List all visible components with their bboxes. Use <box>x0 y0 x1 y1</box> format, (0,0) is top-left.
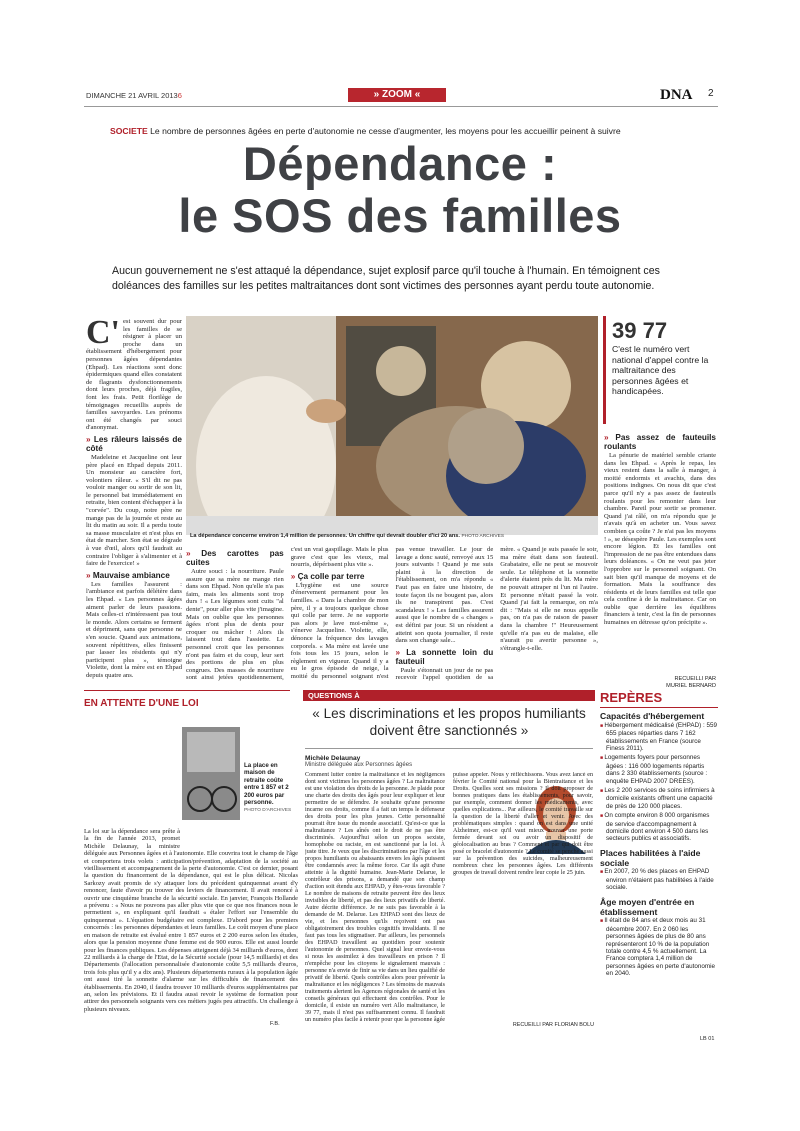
loi-heading: EN ATTENTE D'UNE LOI <box>84 690 290 711</box>
reperes-heading: REPÈRES <box>600 690 718 708</box>
article-col-right <box>604 430 716 675</box>
loi-signature: F.B. <box>270 1021 280 1027</box>
headline-line2: le SOS des familles <box>178 189 622 242</box>
interview-role: Ministre déléguée aux Personnes âgées <box>305 762 413 768</box>
rubric-label: SOCIETE <box>110 126 148 136</box>
interview-rule <box>305 748 593 749</box>
interview-credit: RECUEILLI PAR FLORIAN BOLU <box>512 1022 594 1028</box>
reperes-item-places: Places habilitées à l'aide sociale ■ En 2007, 20 % des places en EHPAD environ n'étaient pas habilitées à l'aide sociale. <box>600 849 718 892</box>
subhead-fauteuils: » Pas assez de fauteuils roulants <box>604 433 716 451</box>
interview-title: « Les discriminations et les propos humiliants doivent être sanctionnés » <box>312 706 586 738</box>
main-photo <box>186 316 598 535</box>
reperes-box <box>600 690 718 1035</box>
para-sonnette: Paule s'étonnait un jour de ne pas recevoir l'appel quotidien de sa mère. « Quand je suis passée le soir, ma mère était dans son fauteuil. Grabataire, elle ne peut se mouvoir seule. Le téléphone et la sonnette d'alerte étaient près du lit. Ma mère ne pouvait attraper ni l'un ni l'autre. Et personne n'était passé la voir. Quand j'ai fait la remarque, on m'a dit : "Mais si elle ne nous appelle pas, on n'a pas de raison de passer dans la chambre !" Heureusement qu'elle n'a pas eu de malaise, elle n'aurait pu avertir personne », s'étrangle-t-elle. <box>395 546 598 682</box>
headline-line1: Dépendance : <box>242 137 558 190</box>
zoom-badge: » ZOOM « <box>348 88 446 102</box>
subhead-ambiance: » Mauvaise ambiance <box>86 570 170 580</box>
article-cols-bottom <box>186 546 598 686</box>
hotline-number: 39 77 <box>612 318 668 343</box>
kicker-text: Le nombre de personnes âgées en perte d'autonomie ne cesse d'augmenter, les moyens pour les accueillir peinent à suivre <box>150 126 621 136</box>
header-rule <box>84 106 718 107</box>
lead-paragraph: Aucun gouvernement ne s'est attaqué la dépendance, sujet explosif parce qu'il touche à l'humain. En témoignent ces doléances des familles sur les petites maltraitances dont sont victimes des personnes ayant perdu toute autonomie. <box>112 265 660 292</box>
page-number: 2 <box>708 88 714 99</box>
subhead-colle: » Ça colle par terre <box>290 571 365 581</box>
para-fauteuils: La pénurie de matériel semble criante dans les Ehpad. « Après le repas, les vieux restent dans la salle à manger, à moitié endormis et avachis, dans des positions indignes. On nous dit que c'est parce qu'il n'y a pas assez de fauteuils roulants pour les remonter dans leur chambre. Pareil pour sortir se promener. Quand j'ai râlé, on m'a répondu que je n'avais qu'à en acheter un. Vous savez combien ça coûte ? Je n'ai pas les moyens ! », se désespère Paule. Les exemples sont encore légion. Et les familles ont l'impression de ne pas être entendues dans leurs doléances. « On ne veut pas jeter l'opprobre sur le personnel soignant. On sait bien qu'il manque de moyens et de formation. Mais la souffrance des résidents et de leurs familles est telle que cela confine à de la maltraitance. Car on oublie que derrière les équilibres financiers à tenir, c'est la fin de personnes humaines en détresse qu'on précipite ». <box>604 452 716 627</box>
subhead-raleurs: » Les râleurs laissés de côté <box>86 434 182 453</box>
header-date: DIMANCHE 21 AVRIL 20136 <box>86 91 182 100</box>
reperes-item-capacites: Capacités d'hébergement ■ Hébergement médicalisé (EHPAD) : 559 655 places réparties dans 7 162 établissements en France (source Finess 2011). ■ Logements foyers pour personnes âgées : 116 000 logements répartis dans 2 330 établissements (source : enquête EHPAD 2007 DREES). ■ Les 2 200 services de soins infirmiers à domicile existants offrent une capacité de près de 120 000 places. ■ On compte environ 8 000 organismes de service d'accompagnement à domicile dont environ 4 500 dans les secteurs publics et associatifs. <box>600 712 718 843</box>
para-raleurs: Madeleine et Jacqueline ont leur père placé en Ehpad depuis 2011. Un monsieur au caractère fort, volontiers râleur. « S'il dit ne pas vouloir manger ou sortir de son lit, le personnel bat immédiatement en retraite, bien content d'échapper à la "corvée". Du coup, notre père ne mange pas de la journée et reste au lit du matin au soir. Il a perdu toute sa masse musculaire et n'est plus en état de marcher. Son état se dégrade à vue d'œil, alors qu'il faudrait au contraire l'obliger à s'alimenter et à faire de l'exercice! » <box>86 453 182 568</box>
brand-logo: DNA <box>660 87 693 103</box>
loi-text: La loi sur la dépendance sera prête à la fin de l'année 2013, promet Michèle Delaunay, la ministre déléguée aux Personnes âgées et à l'autonomie. Elle couvrira tout le champ de l'âge et comportera trois volets : anticipation/prévention, adaptation de la société au vieillissement et accompagnement de la perte d'autonomie. C'est ce dernier, posant la question du financement de la dépendance, qui est le plus délicat. Nicolas Sarkozy avait promis de s'y attaquer lors du précédent quinquennat avant d'y renoncer, faute d'avoir pu trouver des leviers de financement. Il avait renoncé à ouvrir une cinquième branche de la sécurité sociale. En janvier, François Hollande a prévenu : « Nous ne pouvons pas aller plus vite que ce que nos finances nous le permettent », en expliquant qu'il faudrait « étaler l'effort sur l'ensemble du quinquennat ». L'équation budgétaire est complexe. D'abord pour les premiers concernés : les personnes dépendantes et leurs familles. Le coût moyen d'une place en maison de retraite est évalué entre 1 857 euros et 2 200 euros selon les études, alors que la pension moyenne d'une femme est de 900 euros. Elle est aussi lourde pour les finances publiques. Les dépenses atteignent déjà 34 milliards d'euros, dont 22 milliards à la charge de l'Etat, de la Sécurité sociale (pour 14,5 milliards) et des Départements (l'allocation personnalisée d'autonomie coûte 5,5 milliards d'euros, trois fois plus qu'il y a dix ans). Plusieurs départements ruraux à la population âgée ont aussi tiré la sonnette d'alarme sur les difficultés de financement des établissements. En 2040, il faudra trouver 10 milliards d'euros supplémentaires par an, selon les prévisions. Et il faudra aussi revoir le système de formation pour attirer des personnels soignants vers ces métiers jugés peu attractifs. Un challenge à plusieurs niveaux. <box>84 828 298 1013</box>
kicker <box>110 126 730 136</box>
intro-text: est souvent dur pour les familles de se résigner à placer un proche dans un établissement d'hébergement pour personnes âgées dépendantes (Ehpad). Les réactions sont donc épidermiques quand elles constatent de flagrants dysfonctionnements dont leurs proches, déjà fragiles, font les frais. Petit florilège de témoignages recueillis auprès de familles savoyardes. Les prénoms ont été changés par souci d'anonymat. <box>86 318 182 432</box>
main-photo-caption: La dépendance concerne environ 1,4 million de personnes. Un chiffre qui devrait doubler d'ici 20 ans. PHOTO ARCHIVES <box>190 533 505 539</box>
footer-code: LB 01 <box>700 1036 715 1042</box>
loi-photo-caption: La place en maison de retraite coûte entre 1 857 et 2 200 euros par personne. PHOTO D'ARCHIVES <box>244 762 292 814</box>
hotline-box <box>603 316 715 424</box>
interview-label: QUESTIONS À <box>303 690 595 701</box>
article-col-left <box>86 318 182 684</box>
reperes-item-age: Âge moyen d'entrée en établissement ■ Il était de 84 ans et deux mois au 31 décembre 2007. En 2 060 les personnes âgées de plus de 80 ans représenteront 10 % de la population totale contre 4,5 % actuellement. La France comptera 1,4 million de personnes âgées en perte d'autonomie en 2040. <box>600 898 718 978</box>
para-colle: L'hygiène est une source d'énervement permanent pour les familles. « Dans la chambre de mon père, il y a toujours quelque chose qui colle par terre. Je ne supporte pas alors je lave moi-même », s'énerve Jacqueline. Violette, elle, dénonce la fréquence des lavages corporels. « Ma mère est lavée une fois tous les 15 jours, selon le règlement en vigueur. Quand il y a eu le gros épisode de neige, la moitié du personnel soignant n'est pas venue travailler. Le jour de lavage a donc sauté, renvoyé aux 15 jours suivants ! Quand je me suis plaint à la direction de l'établissement, on m'a répondu « Faut pas en faire une histoire, de toute façon ils ne bougent pas, alors ils ne transpirent pas. C'est scandaleux ! » Les familles assurent aussi que le nombre de « changes » est défini par jour. Si un résident a atteint son quota journalier, il reste dans son change sale... <box>290 546 494 680</box>
para-ambiance: Les familles l'assurent : l'ambiance est parfois délétère dans les Ehpad. « Les personnes âgées aiment parler de leurs passions. Mais celles-ci n'intéressent pas tout le monde. Alors certains se ferment et dépriment, sans que personne ne s'en soucie. Quand aux animations, souvent répétitives, elles finissent par lasser les résidents qui n'y participent plus », témoigne Violette, dont la mère est en Ehpad depuis quatre ans. <box>86 580 182 679</box>
subhead-carottes: » Des carottes pas cuites <box>186 549 284 567</box>
interview-name: Michèle Delaunay <box>305 755 361 762</box>
para-carottes: Autre souci : la nourriture. Paule assure que sa mère ne mange rien dans son Ehpad. Non qu'elle n'a pas faim, mais les aliments sont trop durs ! « Les légumes sont cuits "al dente", pour aller plus vite j'imagine. Mais on oublie que les personnes âgées n'ont plus de dents pour croquer ou mâcher ! Alors ils laissent tout dans l'assiette. Le personnel croit que les personnes n'ont pas faim et du coup, leur sert des portions de plus en plus congrues. Des masses de nourriture sont ainsi jetées quotidiennement, c'est un vrai gaspillage. Mais le plus grave c'est que les vieux, mal nourris, dépérissent plus vite ». <box>186 546 389 682</box>
page-header <box>80 88 720 104</box>
photo-illustration <box>186 316 598 535</box>
dropcap: C' <box>86 318 120 351</box>
hotline-text: C'est le numéro vert national d'appel contre la maltraitance des personnes âgées et handicapées. <box>612 344 709 396</box>
interview-name-block <box>305 755 475 768</box>
article-signature: RECUEILLI PAR MURIEL BERNARD <box>666 676 716 689</box>
subhead-sonnette: » La sonnette loin du fauteuil <box>395 647 494 666</box>
interview-text: Comment lutter contre la maltraitance et les négligences dont sont victimes les personnes âgées ? La maltraitance est une violation des droits de la personne. Je plaide pour une charte des droits des âgés pour leur expliquer et leur permettre de se défendre. Je souhaite qu'une personne incarne ces droits, comme il a fait un temps le défenseur des droits pour les plus jeunes. Cette personnalité pourrait être issue du monde associatif. Qu'est-ce que la maltraitance ? Les aînés ont le droit de ne pas être discriminés. Aujourd'hui sélon un propos sexiste, homophobe ou raciste, en est sanctionné par la loi. À juste titre. Je veux que les discriminations par l'âge et les propos humiliants ou abaissants envers les âgés puissent être condamnés avec la même force. Car ils agit d'une atteinte à la dignité humaine. Jean-Marie Delarue, le contrôleur des prisons, a demandé que son champ d'action soit étendu aux EHPAD, y êtes-vous favorable ? Le nombre de maisons de retraite peuvent être des lieux invisibles de liberté, et pas des lieux privatifs de liberté. Autre décrite différence. Je ne suis pas favorable à la demande de M. Delarue. Les EHPAD sont des lieux de vie, et les personnes qu'ils reçoivent ont pas obligatoirement des troubles cognitifs invalidants. Il ne faut pas tous les stigmatiser. Par ailleurs, les personnels des EHPAD travaillent au quotidien pour soutenir l'autonomie de personnes. Quel signal leur envoie-vous si nous les assimilez à des travailleurs en prison ? Il n'empêche pour les citoyens le signalement mauvais : personne n'a envie de finir sa vie dans un lieu qualifié de privatif de liberté. Quels contrôles alors pour prévenir la maltraitance et les négligences ? Les témoins de mauvais traitements alertent les Agences régionales de santé et les conseils généraux qui effectuent des contrôles. Pour le domicile, il existe un numéro vert Allo maltraitance, le 39 77, mais il n'est pas suffisamment connu. Il faudrait un numéro plus facile à retenir pour que la personne âgée puisse appeler. Nous y réfléchissons. Vous avez lancé en février le Comité national pour la Bientraitance et les Droits. Quelles sont ses missions ? Il doit proposer de bonnes pratiques dans les établissements, pour savoir, par exemple, comment donner les médicaments, avec quelles explications... Par ailleurs, le comité travaille sur la question de la liberté d'aller et venir. Avec des problématiques simples : quand on est dans une unité Alzheimer, est-ce qu'il vaut mieux trouver une porte fermée devant soi ou avoir un dispositif de géolocalisation au bras ? Comment et par qui doit être posé ce bracelet d'autonomie ? Le comité se penche aussi sur la prévention des suicides, malheureusement nombreux chez les personnes âgées. Les différents groupes de travail doivent rendre leur copie le 25 juin. <box>305 772 593 1023</box>
headline <box>80 138 720 242</box>
